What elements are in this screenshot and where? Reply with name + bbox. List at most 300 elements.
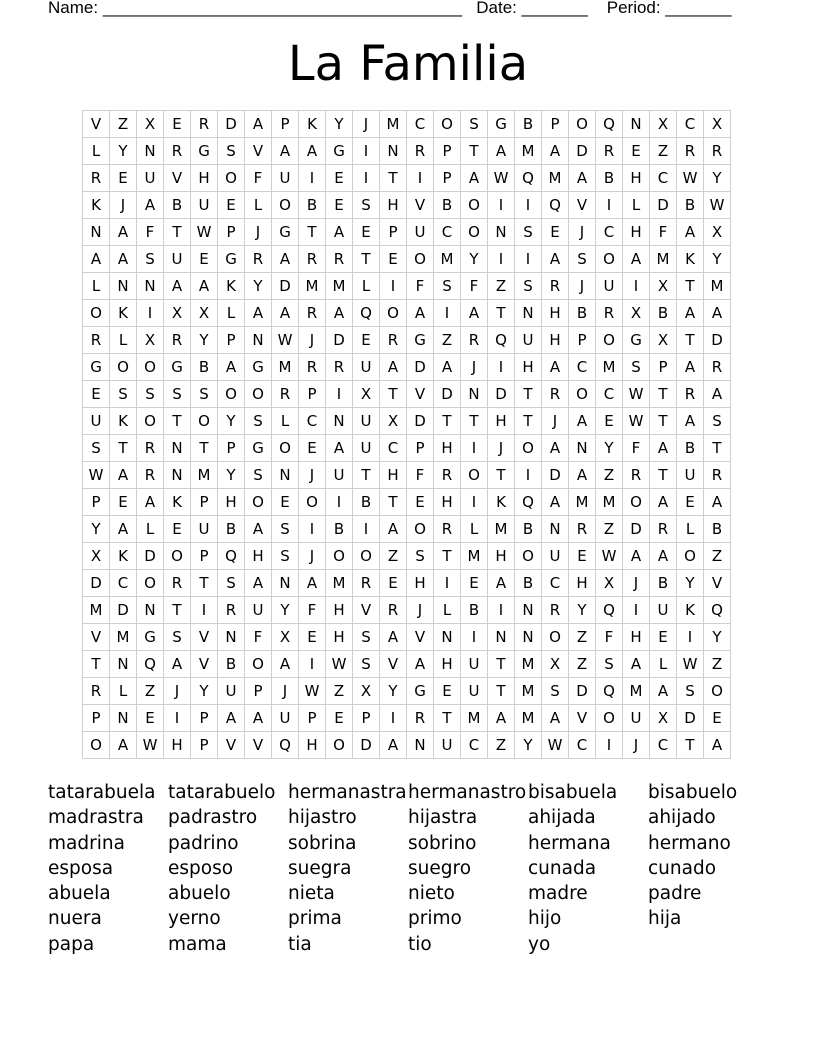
grid-cell[interactable]: M	[83, 597, 110, 624]
grid-cell[interactable]: S	[623, 354, 650, 381]
grid-cell[interactable]: F	[407, 462, 434, 489]
grid-cell[interactable]: B	[515, 111, 542, 138]
grid-cell[interactable]: V	[245, 732, 272, 759]
grid-cell[interactable]: Y	[704, 165, 731, 192]
grid-cell[interactable]: W	[488, 165, 515, 192]
grid-cell[interactable]: T	[461, 138, 488, 165]
grid-cell[interactable]: T	[650, 462, 677, 489]
grid-cell[interactable]: O	[272, 435, 299, 462]
grid-cell[interactable]: H	[542, 300, 569, 327]
grid-cell[interactable]: I	[326, 381, 353, 408]
grid-cell[interactable]: T	[191, 570, 218, 597]
grid-cell[interactable]: X	[353, 678, 380, 705]
grid-cell[interactable]: A	[245, 570, 272, 597]
grid-cell[interactable]: N	[515, 300, 542, 327]
grid-cell[interactable]: O	[596, 327, 623, 354]
grid-cell[interactable]: K	[218, 273, 245, 300]
grid-cell[interactable]: T	[488, 462, 515, 489]
grid-cell[interactable]: A	[461, 300, 488, 327]
grid-cell[interactable]: S	[218, 570, 245, 597]
grid-cell[interactable]: N	[164, 435, 191, 462]
grid-cell[interactable]: D	[272, 273, 299, 300]
grid-cell[interactable]: I	[488, 246, 515, 273]
grid-cell[interactable]: M	[623, 678, 650, 705]
grid-cell[interactable]: P	[299, 705, 326, 732]
grid-cell[interactable]: V	[569, 705, 596, 732]
grid-cell[interactable]: X	[191, 300, 218, 327]
grid-cell[interactable]: E	[299, 624, 326, 651]
grid-cell[interactable]: R	[542, 273, 569, 300]
grid-cell[interactable]: K	[488, 489, 515, 516]
grid-cell[interactable]: U	[623, 705, 650, 732]
grid-cell[interactable]: B	[677, 435, 704, 462]
grid-cell[interactable]: G	[164, 354, 191, 381]
grid-cell[interactable]: C	[407, 111, 434, 138]
grid-cell[interactable]: G	[326, 138, 353, 165]
grid-cell[interactable]: A	[704, 381, 731, 408]
grid-cell[interactable]: D	[623, 516, 650, 543]
grid-cell[interactable]: Z	[596, 516, 623, 543]
grid-cell[interactable]: N	[515, 624, 542, 651]
grid-cell[interactable]: T	[515, 408, 542, 435]
grid-cell[interactable]: T	[353, 462, 380, 489]
grid-cell[interactable]: J	[299, 543, 326, 570]
grid-cell[interactable]: Q	[218, 543, 245, 570]
grid-cell[interactable]: A	[677, 408, 704, 435]
grid-cell[interactable]: K	[677, 597, 704, 624]
grid-cell[interactable]: R	[380, 327, 407, 354]
grid-cell[interactable]: M	[596, 489, 623, 516]
grid-cell[interactable]: R	[542, 381, 569, 408]
grid-cell[interactable]: Z	[596, 462, 623, 489]
grid-cell[interactable]: V	[407, 192, 434, 219]
grid-cell[interactable]: B	[164, 192, 191, 219]
grid-cell[interactable]: X	[704, 219, 731, 246]
grid-cell[interactable]: I	[596, 732, 623, 759]
grid-cell[interactable]: Y	[596, 435, 623, 462]
grid-cell[interactable]: Y	[218, 408, 245, 435]
grid-cell[interactable]: T	[434, 408, 461, 435]
grid-cell[interactable]: Z	[380, 543, 407, 570]
grid-cell[interactable]: G	[83, 354, 110, 381]
grid-cell[interactable]: O	[191, 408, 218, 435]
grid-cell[interactable]: P	[407, 435, 434, 462]
grid-cell[interactable]: S	[245, 462, 272, 489]
grid-cell[interactable]: M	[704, 273, 731, 300]
grid-cell[interactable]: V	[83, 624, 110, 651]
grid-cell[interactable]: F	[245, 165, 272, 192]
grid-cell[interactable]: T	[461, 408, 488, 435]
grid-cell[interactable]: U	[245, 597, 272, 624]
grid-cell[interactable]: I	[623, 273, 650, 300]
grid-cell[interactable]: M	[488, 516, 515, 543]
grid-cell[interactable]: N	[218, 624, 245, 651]
grid-cell[interactable]: T	[164, 219, 191, 246]
grid-cell[interactable]: C	[596, 219, 623, 246]
grid-cell[interactable]: P	[245, 678, 272, 705]
grid-cell[interactable]: A	[110, 246, 137, 273]
grid-cell[interactable]: S	[353, 651, 380, 678]
grid-cell[interactable]: T	[380, 381, 407, 408]
grid-cell[interactable]: K	[164, 489, 191, 516]
grid-cell[interactable]: O	[596, 705, 623, 732]
grid-cell[interactable]: R	[353, 570, 380, 597]
grid-cell[interactable]: J	[353, 111, 380, 138]
grid-cell[interactable]: B	[218, 516, 245, 543]
grid-cell[interactable]: C	[380, 435, 407, 462]
grid-cell[interactable]: I	[596, 192, 623, 219]
grid-cell[interactable]: E	[623, 138, 650, 165]
grid-cell[interactable]: R	[623, 462, 650, 489]
grid-cell[interactable]: G	[623, 327, 650, 354]
grid-cell[interactable]: N	[488, 219, 515, 246]
grid-cell[interactable]: X	[137, 111, 164, 138]
grid-cell[interactable]: H	[434, 489, 461, 516]
grid-cell[interactable]: T	[191, 435, 218, 462]
grid-cell[interactable]: U	[83, 408, 110, 435]
grid-cell[interactable]: Q	[596, 111, 623, 138]
grid-cell[interactable]: F	[650, 219, 677, 246]
grid-cell[interactable]: I	[137, 300, 164, 327]
grid-cell[interactable]: K	[299, 111, 326, 138]
grid-cell[interactable]: P	[434, 138, 461, 165]
grid-cell[interactable]: G	[488, 111, 515, 138]
grid-cell[interactable]: A	[326, 300, 353, 327]
grid-cell[interactable]: N	[542, 516, 569, 543]
grid-cell[interactable]: O	[137, 570, 164, 597]
grid-cell[interactable]: S	[191, 381, 218, 408]
grid-cell[interactable]: S	[407, 543, 434, 570]
grid-cell[interactable]: U	[353, 354, 380, 381]
grid-cell[interactable]: P	[218, 327, 245, 354]
grid-cell[interactable]: E	[326, 705, 353, 732]
grid-cell[interactable]: A	[407, 300, 434, 327]
grid-cell[interactable]: A	[542, 489, 569, 516]
grid-cell[interactable]: Q	[704, 597, 731, 624]
grid-cell[interactable]: L	[110, 327, 137, 354]
grid-cell[interactable]: A	[704, 300, 731, 327]
grid-cell[interactable]: M	[542, 165, 569, 192]
grid-cell[interactable]: I	[461, 435, 488, 462]
grid-cell[interactable]: B	[650, 570, 677, 597]
grid-cell[interactable]: X	[137, 327, 164, 354]
grid-cell[interactable]: M	[515, 651, 542, 678]
grid-cell[interactable]: C	[434, 219, 461, 246]
grid-cell[interactable]: Z	[704, 543, 731, 570]
grid-cell[interactable]: N	[137, 273, 164, 300]
grid-cell[interactable]: S	[272, 516, 299, 543]
grid-cell[interactable]: S	[461, 111, 488, 138]
grid-cell[interactable]: U	[164, 246, 191, 273]
grid-cell[interactable]: T	[488, 300, 515, 327]
grid-cell[interactable]: A	[272, 300, 299, 327]
grid-cell[interactable]: V	[353, 597, 380, 624]
grid-cell[interactable]: C	[650, 165, 677, 192]
grid-cell[interactable]: H	[488, 543, 515, 570]
grid-cell[interactable]: S	[137, 381, 164, 408]
grid-cell[interactable]: B	[326, 516, 353, 543]
grid-cell[interactable]: X	[164, 300, 191, 327]
grid-cell[interactable]: O	[245, 381, 272, 408]
grid-cell[interactable]: Q	[542, 192, 569, 219]
grid-cell[interactable]: U	[353, 408, 380, 435]
grid-cell[interactable]: A	[650, 435, 677, 462]
grid-cell[interactable]: B	[515, 570, 542, 597]
grid-cell[interactable]: E	[704, 705, 731, 732]
grid-cell[interactable]: R	[137, 435, 164, 462]
grid-cell[interactable]: A	[542, 705, 569, 732]
grid-cell[interactable]: H	[245, 543, 272, 570]
grid-cell[interactable]: A	[650, 543, 677, 570]
grid-cell[interactable]: A	[407, 651, 434, 678]
grid-cell[interactable]: X	[650, 705, 677, 732]
grid-cell[interactable]: I	[461, 624, 488, 651]
grid-cell[interactable]: N	[326, 408, 353, 435]
grid-cell[interactable]: I	[515, 192, 542, 219]
grid-cell[interactable]: V	[191, 651, 218, 678]
grid-cell[interactable]: J	[623, 570, 650, 597]
grid-cell[interactable]: O	[326, 732, 353, 759]
grid-cell[interactable]: O	[515, 543, 542, 570]
grid-cell[interactable]: U	[515, 327, 542, 354]
grid-cell[interactable]: O	[83, 300, 110, 327]
grid-cell[interactable]: L	[434, 597, 461, 624]
grid-cell[interactable]: O	[407, 516, 434, 543]
grid-cell[interactable]: G	[245, 354, 272, 381]
grid-cell[interactable]: Y	[245, 273, 272, 300]
grid-cell[interactable]: A	[488, 570, 515, 597]
grid-cell[interactable]: R	[677, 381, 704, 408]
grid-cell[interactable]: D	[569, 138, 596, 165]
grid-cell[interactable]: T	[299, 219, 326, 246]
grid-cell[interactable]: A	[218, 705, 245, 732]
grid-cell[interactable]: A	[110, 516, 137, 543]
grid-cell[interactable]: M	[596, 354, 623, 381]
grid-cell[interactable]: X	[596, 570, 623, 597]
grid-cell[interactable]: A	[380, 354, 407, 381]
grid-cell[interactable]: U	[353, 435, 380, 462]
grid-cell[interactable]: B	[515, 516, 542, 543]
grid-cell[interactable]: K	[83, 192, 110, 219]
grid-cell[interactable]: V	[83, 111, 110, 138]
grid-cell[interactable]: N	[407, 732, 434, 759]
grid-cell[interactable]: O	[569, 111, 596, 138]
grid-cell[interactable]: A	[137, 192, 164, 219]
grid-cell[interactable]: E	[272, 489, 299, 516]
grid-cell[interactable]: U	[461, 651, 488, 678]
grid-cell[interactable]: U	[542, 543, 569, 570]
grid-cell[interactable]: Z	[326, 678, 353, 705]
grid-cell[interactable]: J	[461, 354, 488, 381]
grid-cell[interactable]: R	[83, 165, 110, 192]
grid-cell[interactable]: E	[299, 435, 326, 462]
grid-cell[interactable]: J	[488, 435, 515, 462]
grid-cell[interactable]: H	[434, 651, 461, 678]
grid-cell[interactable]: W	[623, 381, 650, 408]
grid-cell[interactable]: U	[272, 165, 299, 192]
grid-cell[interactable]: V	[380, 651, 407, 678]
grid-cell[interactable]: T	[488, 651, 515, 678]
grid-cell[interactable]: U	[650, 597, 677, 624]
grid-cell[interactable]: R	[407, 705, 434, 732]
grid-cell[interactable]: H	[191, 165, 218, 192]
grid-cell[interactable]: Z	[569, 651, 596, 678]
grid-cell[interactable]: W	[83, 462, 110, 489]
grid-cell[interactable]: A	[704, 732, 731, 759]
grid-cell[interactable]: D	[326, 327, 353, 354]
grid-cell[interactable]: F	[299, 597, 326, 624]
grid-cell[interactable]: P	[380, 219, 407, 246]
grid-cell[interactable]: A	[380, 732, 407, 759]
grid-cell[interactable]: P	[191, 489, 218, 516]
grid-cell[interactable]: L	[353, 273, 380, 300]
grid-cell[interactable]: M	[461, 543, 488, 570]
grid-cell[interactable]: A	[704, 489, 731, 516]
grid-cell[interactable]: A	[272, 651, 299, 678]
grid-cell[interactable]: A	[650, 489, 677, 516]
grid-cell[interactable]: O	[569, 381, 596, 408]
grid-cell[interactable]: E	[191, 246, 218, 273]
grid-cell[interactable]: R	[704, 138, 731, 165]
grid-cell[interactable]: E	[380, 246, 407, 273]
grid-cell[interactable]: Y	[677, 570, 704, 597]
grid-cell[interactable]: E	[596, 408, 623, 435]
grid-cell[interactable]: G	[218, 246, 245, 273]
grid-cell[interactable]: G	[407, 678, 434, 705]
grid-cell[interactable]: P	[542, 111, 569, 138]
grid-cell[interactable]: P	[569, 327, 596, 354]
grid-cell[interactable]: R	[650, 516, 677, 543]
grid-cell[interactable]: R	[299, 300, 326, 327]
grid-cell[interactable]: N	[110, 273, 137, 300]
grid-cell[interactable]: R	[164, 570, 191, 597]
grid-cell[interactable]: U	[461, 678, 488, 705]
grid-cell[interactable]: O	[515, 435, 542, 462]
grid-cell[interactable]: I	[353, 138, 380, 165]
grid-cell[interactable]: A	[164, 651, 191, 678]
name-blank[interactable]: ______________________________________	[102, 0, 463, 17]
grid-cell[interactable]: N	[137, 138, 164, 165]
grid-cell[interactable]: P	[218, 435, 245, 462]
grid-cell[interactable]: D	[677, 705, 704, 732]
grid-cell[interactable]: M	[569, 489, 596, 516]
grid-cell[interactable]: A	[245, 111, 272, 138]
grid-cell[interactable]: P	[272, 111, 299, 138]
grid-cell[interactable]: Z	[137, 678, 164, 705]
grid-cell[interactable]: B	[434, 192, 461, 219]
grid-cell[interactable]: P	[191, 732, 218, 759]
grid-cell[interactable]: A	[245, 705, 272, 732]
grid-cell[interactable]: L	[137, 516, 164, 543]
grid-cell[interactable]: A	[677, 300, 704, 327]
grid-cell[interactable]: O	[704, 678, 731, 705]
grid-cell[interactable]: A	[542, 138, 569, 165]
grid-cell[interactable]: M	[191, 462, 218, 489]
grid-cell[interactable]: I	[515, 246, 542, 273]
grid-cell[interactable]: J	[569, 273, 596, 300]
grid-cell[interactable]: A	[164, 273, 191, 300]
grid-cell[interactable]: W	[299, 678, 326, 705]
grid-cell[interactable]: Q	[515, 489, 542, 516]
grid-cell[interactable]: E	[407, 489, 434, 516]
grid-cell[interactable]: C	[650, 732, 677, 759]
grid-cell[interactable]: Y	[191, 327, 218, 354]
grid-cell[interactable]: C	[461, 732, 488, 759]
grid-cell[interactable]: A	[110, 732, 137, 759]
grid-cell[interactable]: A	[542, 435, 569, 462]
grid-cell[interactable]: I	[299, 516, 326, 543]
grid-cell[interactable]: A	[137, 489, 164, 516]
grid-cell[interactable]: A	[191, 273, 218, 300]
grid-cell[interactable]: A	[461, 165, 488, 192]
grid-cell[interactable]: H	[380, 462, 407, 489]
grid-cell[interactable]: V	[218, 732, 245, 759]
grid-cell[interactable]: H	[164, 732, 191, 759]
grid-cell[interactable]: I	[434, 300, 461, 327]
grid-cell[interactable]: I	[326, 489, 353, 516]
grid-cell[interactable]: Y	[83, 516, 110, 543]
grid-cell[interactable]: O	[461, 462, 488, 489]
grid-cell[interactable]: T	[434, 543, 461, 570]
grid-cell[interactable]: H	[623, 219, 650, 246]
grid-cell[interactable]: A	[677, 354, 704, 381]
grid-cell[interactable]: U	[407, 219, 434, 246]
grid-cell[interactable]: R	[299, 246, 326, 273]
period-blank[interactable]: _______	[665, 0, 732, 17]
grid-cell[interactable]: X	[380, 408, 407, 435]
grid-cell[interactable]: Z	[488, 732, 515, 759]
grid-cell[interactable]: I	[380, 273, 407, 300]
grid-cell[interactable]: R	[461, 327, 488, 354]
grid-cell[interactable]: C	[569, 732, 596, 759]
grid-cell[interactable]: Y	[191, 678, 218, 705]
grid-cell[interactable]: S	[542, 678, 569, 705]
grid-cell[interactable]: O	[83, 732, 110, 759]
grid-cell[interactable]: T	[650, 408, 677, 435]
grid-cell[interactable]: X	[650, 111, 677, 138]
grid-cell[interactable]: K	[677, 246, 704, 273]
grid-cell[interactable]: R	[218, 597, 245, 624]
grid-cell[interactable]: P	[218, 219, 245, 246]
grid-cell[interactable]: U	[218, 678, 245, 705]
grid-cell[interactable]: M	[272, 354, 299, 381]
grid-cell[interactable]: R	[407, 138, 434, 165]
grid-cell[interactable]: A	[569, 165, 596, 192]
grid-cell[interactable]: D	[110, 597, 137, 624]
grid-cell[interactable]: M	[434, 246, 461, 273]
grid-cell[interactable]: Y	[704, 246, 731, 273]
grid-cell[interactable]: Q	[596, 597, 623, 624]
grid-cell[interactable]: S	[434, 273, 461, 300]
grid-cell[interactable]: C	[677, 111, 704, 138]
grid-cell[interactable]: F	[461, 273, 488, 300]
grid-cell[interactable]: N	[623, 111, 650, 138]
grid-cell[interactable]: Y	[569, 597, 596, 624]
grid-cell[interactable]: L	[272, 408, 299, 435]
grid-cell[interactable]: Q	[353, 300, 380, 327]
grid-cell[interactable]: E	[164, 516, 191, 543]
grid-cell[interactable]: O	[272, 192, 299, 219]
grid-cell[interactable]: H	[542, 327, 569, 354]
grid-cell[interactable]: I	[461, 489, 488, 516]
grid-cell[interactable]: F	[596, 624, 623, 651]
grid-cell[interactable]: F	[407, 273, 434, 300]
grid-cell[interactable]: I	[407, 165, 434, 192]
grid-cell[interactable]: I	[353, 165, 380, 192]
grid-cell[interactable]: R	[326, 354, 353, 381]
grid-cell[interactable]: U	[191, 516, 218, 543]
grid-cell[interactable]: D	[569, 678, 596, 705]
